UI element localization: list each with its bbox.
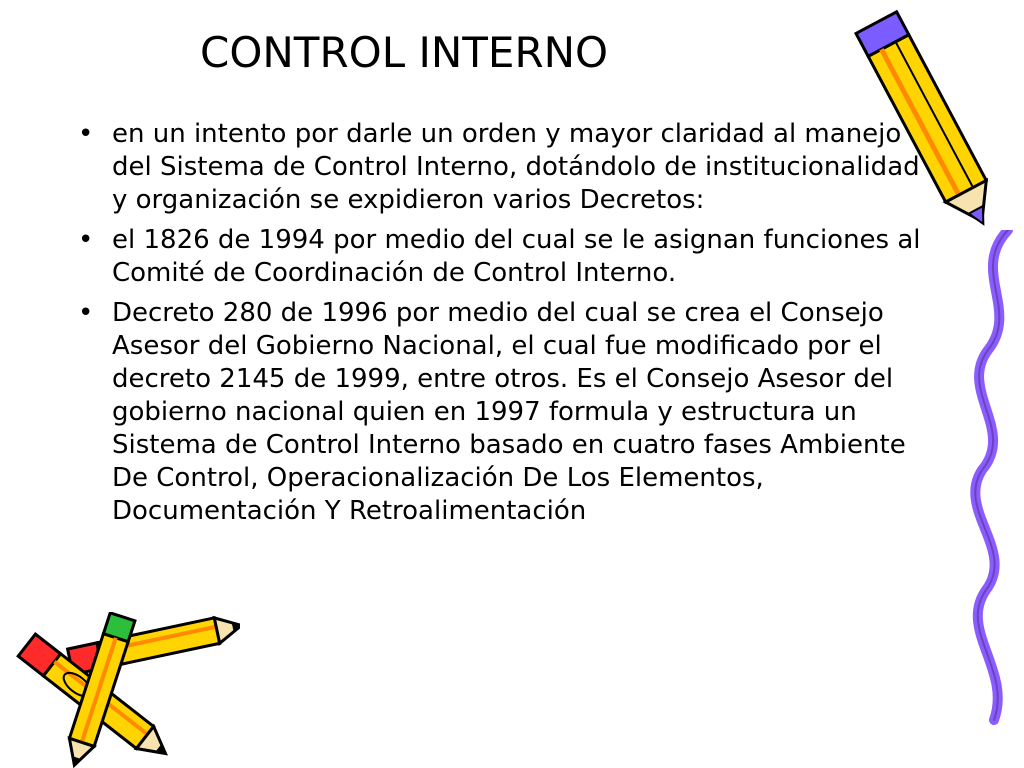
- squiggle-line: [960, 230, 1024, 730]
- bullet-list: [78, 118, 928, 535]
- bullet-text: en un intento por darle un orden y mayor claridad al manejo del Sistema de Control Interno, dotándolo de institucionalidad y organización se expidieron varios Decretos:: [112, 119, 920, 215]
- bullet-item: [78, 297, 928, 528]
- slide-title: CONTROL INTERNO: [200, 28, 609, 77]
- bullet-text: Decreto 280 de 1996 por medio del cual se crea el Consejo Asesor del Gobierno Nacional, el cual fue modificado por el decreto 2145 de 1999, entre otros. Es el Consejo Asesor del gobierno nacional quien en 1997 formula y estructura un Sistema de Control Interno basado en cuatro fases Ambiente De Control, Operacionalización De Los Elementos, Documentación Y Retroalimentación: [112, 298, 906, 526]
- bullet-item: [78, 224, 928, 290]
- bullet-marker: •: [78, 298, 94, 328]
- bullet-text: el 1826 de 1994 por medio del cual se le asignan funciones al Comité de Coordinación de Control Interno.: [112, 225, 921, 288]
- bullet-marker: •: [78, 225, 94, 255]
- pencils-icon: [0, 612, 240, 768]
- bullet-item: [78, 118, 928, 217]
- pencil-icon: [850, 0, 1010, 250]
- bullet-marker: •: [78, 119, 94, 149]
